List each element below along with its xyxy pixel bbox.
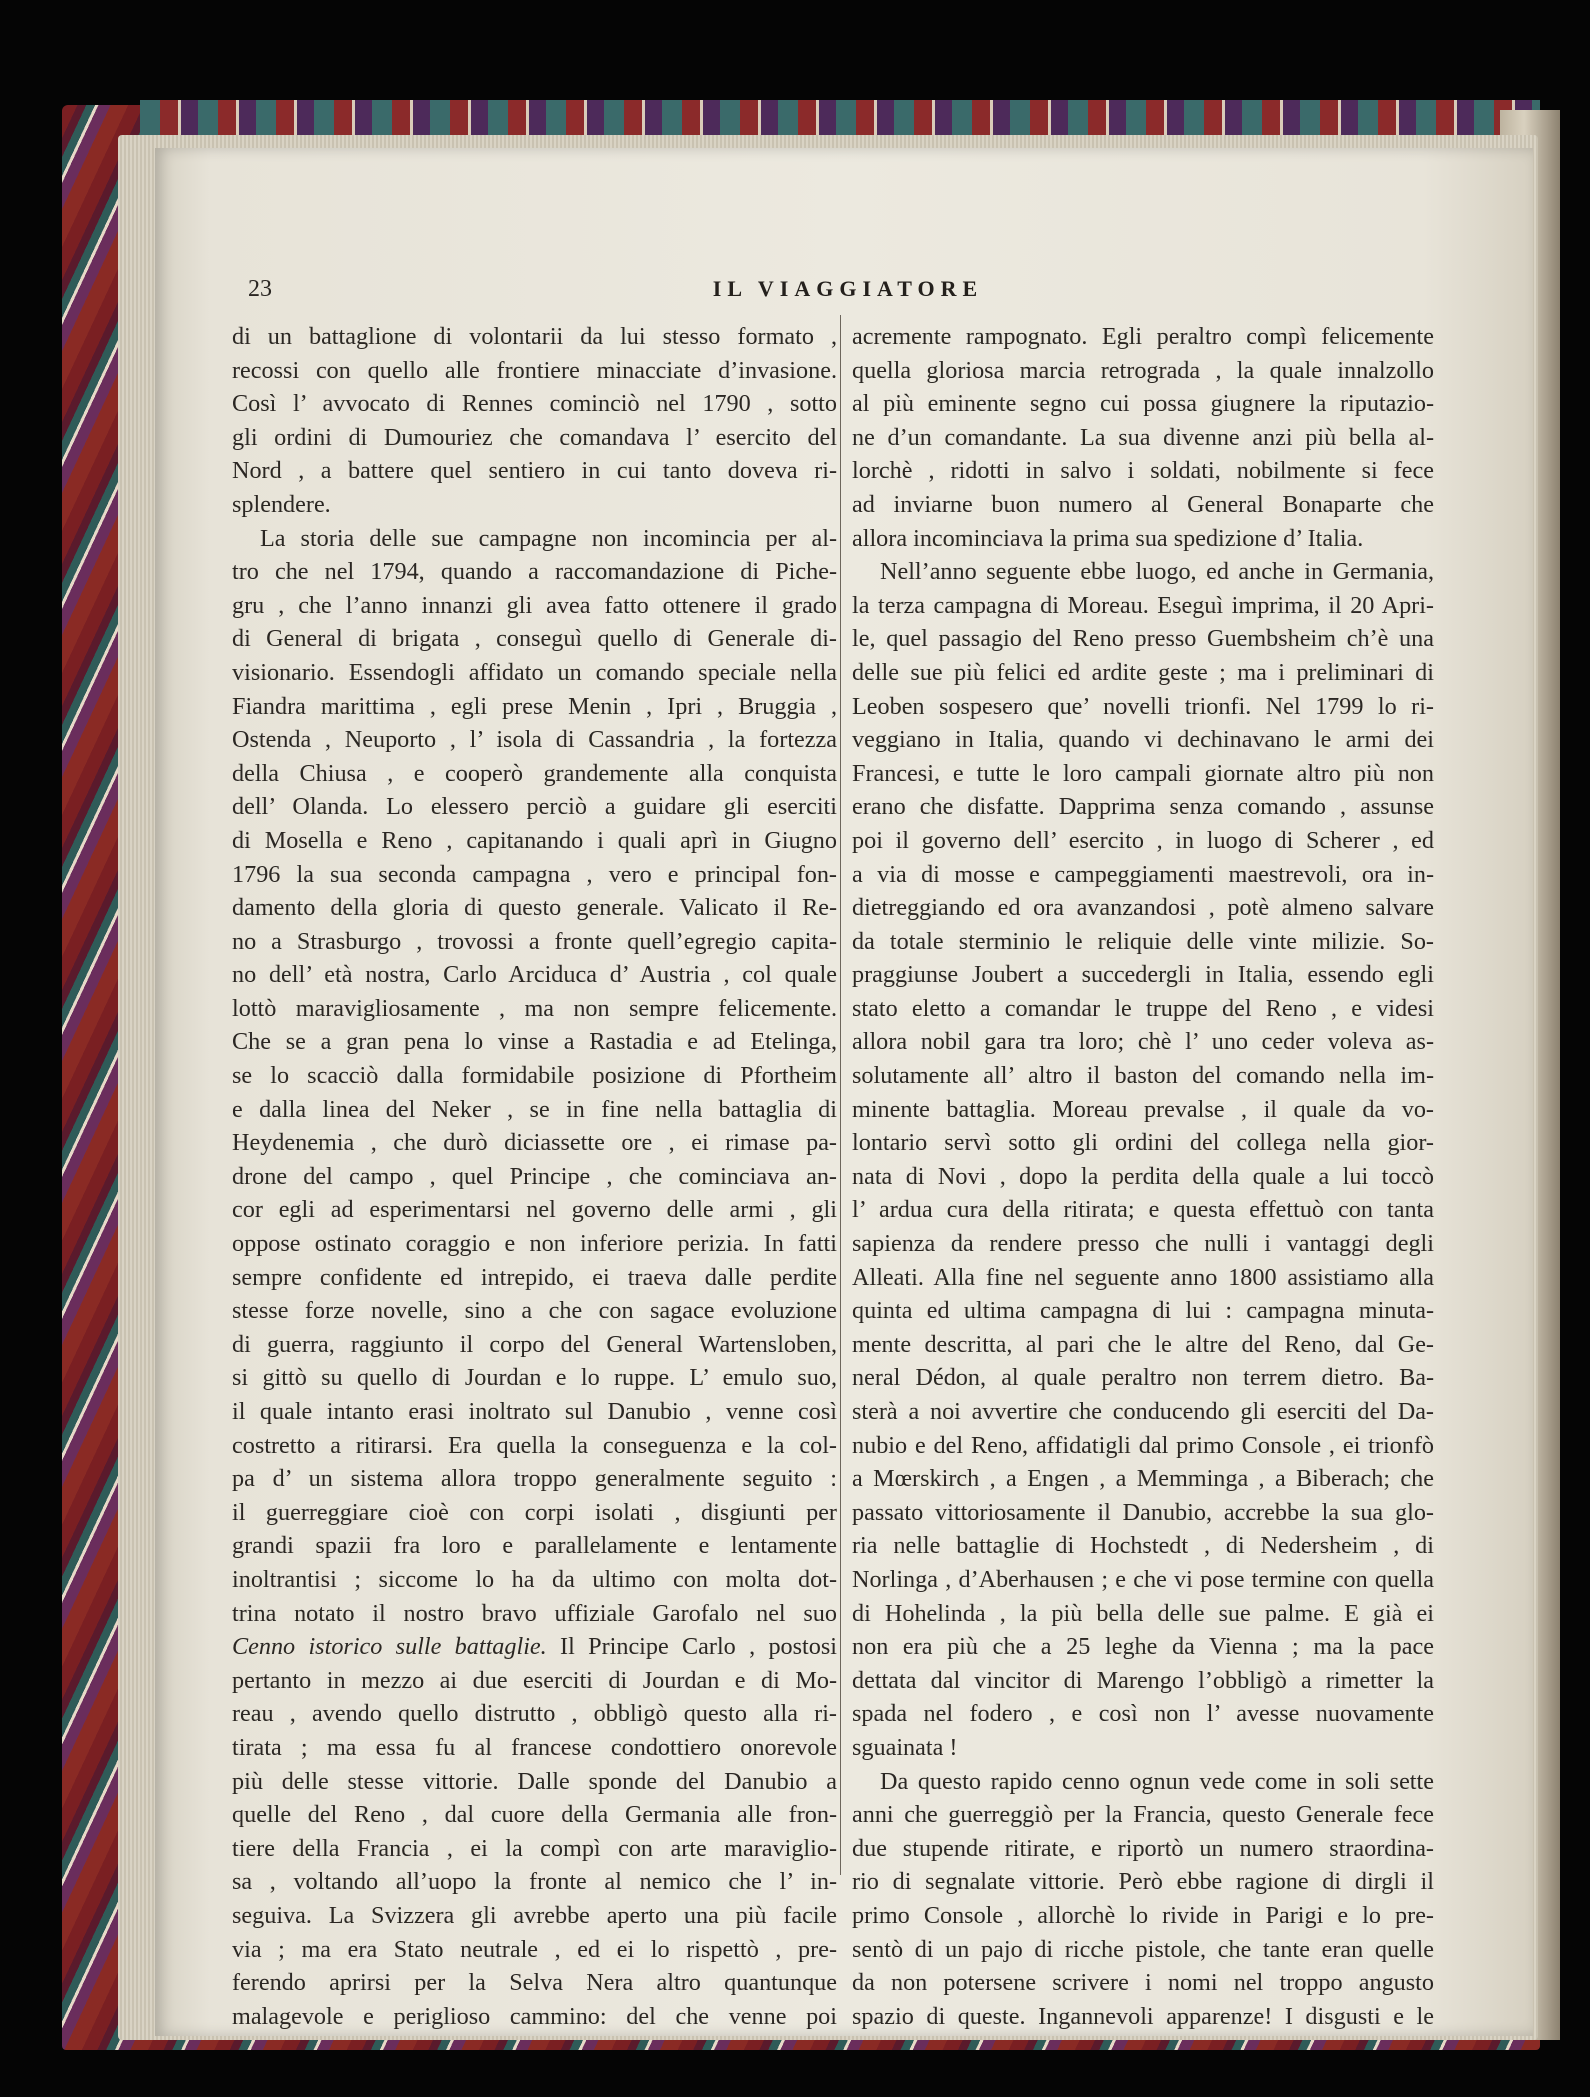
running-title: IL VIAGGIATORE bbox=[712, 276, 984, 301]
text-line: lorchè , ridotti in salvo i soldati, nobilmente si fece bbox=[852, 457, 1434, 485]
text-line: damento della gloria di questo generale. Valicato il Re- bbox=[232, 894, 837, 922]
text-line: sguainata ! bbox=[852, 1733, 958, 1761]
text-line: drone del campo , quel Principe , che cominciava an- bbox=[232, 1162, 837, 1190]
text-line: passato vittoriosamente il Danubio, accrebbe la sua glo- bbox=[852, 1498, 1434, 1526]
text-line: gru , che l’anno innanzi gli avea fatto ottenere il grado bbox=[232, 591, 837, 619]
text-line: anni che guerreggiò per la Francia, questo Generale fece bbox=[852, 1801, 1434, 1829]
text-line: si gittò su quello di Jourdan e lo ruppe. L’ emulo suo, bbox=[232, 1364, 837, 1392]
text-line: pa d’ un sistema allora troppo generalmente seguito : bbox=[232, 1465, 837, 1493]
text-line: via ; ma era Stato neutrale , ed ei lo rispettò , pre- bbox=[232, 1935, 837, 1963]
text-line: Nord , a battere quel sentiero in cui tanto doveva ri- bbox=[232, 457, 837, 485]
text-line: pertanto in mezzo ai due eserciti di Jourdan e di Mo- bbox=[232, 1666, 837, 1694]
text-line: spazio di queste. Ingannevoli apparenze! I disgusti e le bbox=[852, 2002, 1434, 2030]
text-line: Ostenda , Neuporto , l’ isola di Cassandria , la fortezza bbox=[232, 726, 837, 754]
text-line: cor egli ad esperimentarsi nel governo delle armi , gli bbox=[232, 1196, 837, 1224]
text-line: ferendo aprirsi per la Selva Nera altro quantunque bbox=[232, 1969, 837, 1997]
text-line: quella gloriosa marcia retrograda , la quale innalzollo bbox=[852, 356, 1434, 384]
text-line: a Mœrskirch , a Engen , a Memminga , a Biberach; che bbox=[852, 1465, 1434, 1493]
text-line: primo Console , allorchè lo rivide in Parigi e lo pre- bbox=[852, 1901, 1434, 1929]
text-line: sempre confidente ed intrepido, ei traeva dalle perdite bbox=[232, 1263, 837, 1291]
text-line: nubio e del Reno, affidatigli dal primo Console , ei trionfò bbox=[852, 1431, 1434, 1459]
text-line: da non potersene scrivere i nomi nel troppo angusto bbox=[852, 1969, 1434, 1997]
text-line: visionario. Essendogli affidato un comando speciale nella bbox=[232, 658, 837, 686]
text-line: più delle stesse vittorie. Dalle sponde del Danubio a bbox=[232, 1767, 837, 1795]
text-line: costretto a ritirarsi. Era quella la conseguenza e la col- bbox=[232, 1431, 837, 1459]
text-line: nata di Novi , dopo la perdita della quale a lui toccò bbox=[852, 1162, 1434, 1190]
text-line: della Chiusa , e cooperò grandemente alla conquista bbox=[232, 759, 837, 787]
text-line: il quale intanto erasi inoltrato sul Danubio , venne così bbox=[232, 1398, 837, 1425]
text-line: di guerra, raggiunto il corpo del General Wartensloben, bbox=[232, 1330, 837, 1358]
page-number: 23 bbox=[248, 276, 272, 302]
text-line: dettata dal vincitor di Marengo l’obbligò a rimetter la bbox=[852, 1666, 1434, 1694]
text-line: no a Strasburgo , trovossi a fronte quell’egregio capita- bbox=[232, 927, 837, 955]
text-line: malagevole e periglioso cammino: del che venne poi bbox=[232, 2002, 837, 2030]
text-line: Cenno istorico sulle battaglie. Il Principe Carlo , postosi bbox=[232, 1633, 837, 1661]
text-line: trina notato il nostro bravo uffiziale Garofalo nel suo bbox=[232, 1599, 837, 1627]
text-line: sa , voltando all’uopo la fronte al nemico che l’ in- bbox=[232, 1868, 837, 1896]
text-line: sterà a noi avvertire che conducendo gli eserciti del Da- bbox=[852, 1398, 1434, 1425]
text-line: ria nelle battaglie di Hochstedt , di Nedersheim , di bbox=[852, 1532, 1434, 1560]
text-line: gli ordini di Dumouriez che comandava l’ esercito del bbox=[232, 423, 837, 451]
text-line: sapienza da rendere presso che nulli i vantaggi degli bbox=[852, 1230, 1434, 1258]
text-line: di General di brigata , conseguì quello di Generale di- bbox=[232, 625, 837, 653]
text-line: sentò di un pajo di ricche pistole, che tante eran quelle bbox=[852, 1935, 1434, 1963]
text-line: tro che nel 1794, quando a raccomandazione di Piche- bbox=[232, 558, 837, 586]
left-text-column bbox=[232, 320, 837, 2033]
text-line: inoltrantisi ; siccome lo ha da ultimo con molta dot- bbox=[232, 1565, 837, 1593]
text-line: Che se a gran pena lo vinse a Rastadia e ad Etelinga, bbox=[232, 1028, 837, 1056]
text-line: delle sue più felici ed ardite geste ; ma i preliminari di bbox=[852, 658, 1434, 686]
text-line: seguiva. La Svizzera gli avrebbe aperto una più facile bbox=[232, 1901, 837, 1929]
text-line: due stupende ritirate, e riportò un numero straordina- bbox=[852, 1834, 1434, 1862]
italic-title: Cenno istorico sulle battaglie. bbox=[232, 1633, 547, 1661]
text-line: no dell’ età nostra, Carlo Arciduca d’ Austria , col quale bbox=[232, 961, 837, 989]
text-line: praggiunse Joubert a succedergli in Italia, essendo egli bbox=[852, 961, 1434, 989]
text-line: di Mosella e Reno , capitanando i quali aprì in Giugno bbox=[232, 826, 837, 854]
text-line: Così l’ avvocato di Rennes cominciò nel 1790 , sotto bbox=[232, 390, 837, 418]
text-line: Heydenemia , che durò diciassette ore , ei rimase pa- bbox=[232, 1129, 837, 1157]
page-header bbox=[248, 276, 1448, 310]
text-line: neral Dédon, al quale peraltro non terrem dietro. Ba- bbox=[852, 1364, 1434, 1392]
text-line: Alleati. Alla fine nel seguente anno 1800 assistiamo alla bbox=[852, 1263, 1434, 1291]
text-line: la terza campagna di Moreau. Eseguì imprima, il 20 Apri- bbox=[852, 591, 1434, 619]
text-line: splendere. bbox=[232, 490, 331, 518]
text-line: ne d’un comandante. La sua divenne anzi più bella al- bbox=[852, 423, 1434, 451]
text-line: l’ ardua cura della ritirata; e questa effettuò con tanta bbox=[852, 1196, 1434, 1224]
text-line: di Hohelinda , la più bella delle sue palme. E già ei bbox=[852, 1599, 1434, 1627]
text-line: allora nobil gara tra loro; chè l’ uno ceder voleva as- bbox=[852, 1028, 1434, 1056]
text-line: dell’ Olanda. Lo elessero perciò a guidare gli eserciti bbox=[232, 793, 837, 821]
text-line: a via di mosse e campeggiamenti maestrevoli, ora in- bbox=[852, 860, 1434, 888]
text-line: il guerreggiare cioè con corpi isolati , disgiunti per bbox=[232, 1498, 837, 1526]
text-line: stato eletto a comandar le truppe del Reno , e videsi bbox=[852, 994, 1434, 1022]
marbled-cover-top-edge bbox=[140, 100, 1540, 140]
text-line: di un battaglione di volontarii da lui stesso formato , bbox=[232, 323, 837, 350]
text-line: 1796 la sua seconda campagna , vero e principal fon- bbox=[232, 860, 837, 888]
text-line: acremente rampognato. Egli peraltro compì felicemente bbox=[852, 323, 1434, 350]
text-line: tiere della Francia , ei la compì con arte maraviglio- bbox=[232, 1834, 837, 1862]
right-text-column bbox=[852, 320, 1434, 2033]
text-line: mente descritta, al pari che le altre del Reno, dal Ge- bbox=[852, 1330, 1434, 1358]
text-line: Fiandra marittima , egli prese Menin , Ipri , Bruggia , bbox=[232, 692, 837, 720]
text-line: quinta ed ultima campagna di lui : campagna minuta- bbox=[852, 1297, 1434, 1325]
text-line: erano che disfatte. Dapprima senza comando , assunse bbox=[852, 793, 1434, 821]
text-line: grandi spazii fra loro e parallelamente e lentamente bbox=[232, 1532, 837, 1560]
text-line: recossi con quello alle frontiere minacciate d’invasione. bbox=[232, 356, 837, 384]
text-line: La storia delle sue campagne non incomincia per al- bbox=[260, 524, 837, 552]
text-line: da totale sterminio le reliquie delle vinte milizie. So- bbox=[852, 927, 1434, 955]
text-line: al più eminente segno cui possa giugnere la riputazio- bbox=[852, 390, 1434, 418]
text-line: allora incominciava la prima sua spedizione d’ Italia. bbox=[852, 524, 1364, 552]
text-line: se lo scacciò dalla formidabile posizione di Pfortheim bbox=[232, 1062, 837, 1090]
text-line: veggiano in Italia, quando vi dechinavano le armi dei bbox=[852, 726, 1434, 754]
text-line: non era più che a 25 leghe da Vienna ; ma la pace bbox=[852, 1633, 1434, 1661]
text-line: solutamente all’ altro il baston del comando nella im- bbox=[852, 1062, 1434, 1090]
text-line: Norlinga , d’Aberhausen ; e che vi pose termine con quella bbox=[852, 1565, 1434, 1593]
text-line: lontario servì sotto gli ordini del collega nella gior- bbox=[852, 1129, 1434, 1157]
text-line: poi il governo dell’ esercito , in luogo di Scherer , ed bbox=[852, 826, 1434, 854]
text-line: ad inviarne buon numero al General Bonaparte che bbox=[852, 490, 1434, 518]
text-line: tirata ; ma essa fu al francese condottiero onorevole bbox=[232, 1733, 837, 1761]
text-line: spada nel fodero , e così non l’ avesse nuovamente bbox=[852, 1700, 1434, 1728]
text-line: le, quel passagio del Reno presso Guembsheim ch’è una bbox=[852, 625, 1434, 653]
text-line: minente battaglia. Moreau prevalse , il quale da vo- bbox=[852, 1095, 1434, 1123]
text-line: Da questo rapido cenno ognun vede come in soli sette bbox=[880, 1767, 1434, 1795]
text-line: oppose ostinato coraggio e non inferiore perizia. In fatti bbox=[232, 1230, 837, 1258]
text-line: dietreggiando ed ora avanzandosi , potè almeno salvare bbox=[852, 894, 1434, 922]
text-line: reau , avendo quello distrutto , obbligò questo alla ri- bbox=[232, 1700, 837, 1728]
text-line: e dalla linea del Neker , se in fine nella battaglia di bbox=[232, 1095, 837, 1123]
text-line: Leoben sospesero que’ novelli trionfi. Nel 1799 lo ri- bbox=[852, 692, 1434, 720]
text-line: stesse forze novelle, sino a che con sagace evoluzione bbox=[232, 1297, 837, 1325]
text-line: rio di segnalate vittorie. Però ebbe ragione di dirgli il bbox=[852, 1868, 1434, 1896]
column-divider bbox=[840, 315, 841, 1875]
text-line: quelle del Reno , dal cuore della Germania alle fron- bbox=[232, 1801, 837, 1829]
text-line: lottò maravigliosamente , ma non sempre felicemente. bbox=[232, 994, 837, 1022]
text-line: Nell’anno seguente ebbe luogo, ed anche in Germania, bbox=[880, 558, 1434, 586]
text-line: Francesi, e tutte le loro campali giornate altro più non bbox=[852, 759, 1434, 787]
